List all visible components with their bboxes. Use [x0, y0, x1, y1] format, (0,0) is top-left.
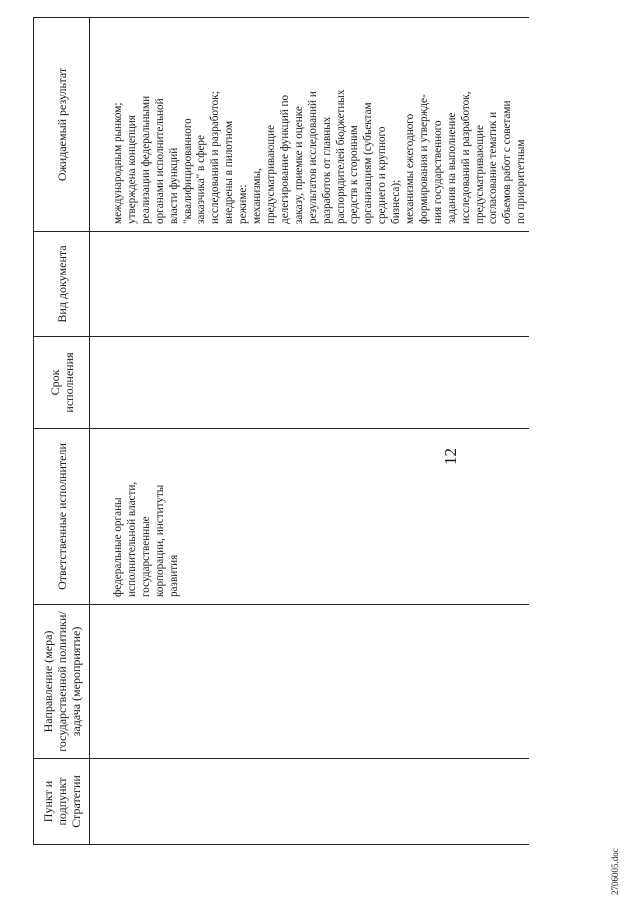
- document-footer-code: 2706005.doc: [610, 848, 620, 895]
- strategy-table: [33, 17, 529, 845]
- page-number: 12: [441, 448, 460, 465]
- header-point: Пункт и подпункт Стратегии: [34, 759, 90, 845]
- cell-direction: [90, 605, 530, 759]
- cell-point: [90, 759, 530, 845]
- header-result: Ожидаемый результат: [34, 18, 90, 232]
- cell-result: международным рынком; утверждена концепция реализации федеральными органами исполнительной власти функций "квалифицированного заказчика" в сфере исследований и разработок; внедрены в пилотном режиме: механизмы, предусматривающие делегирование функций по заказу, приемке и оценке результатов исследований и разработок от главных распорядителей бюджетных средств к сторонним организациям (субъектам среднего и крупного бизнеса); механизмы ежегодного формирования и утвержде- ния государственного задания на выполнение исследований и разработок, предусматривающие согласование тематик и объемов работ с советами по приоритетным: [90, 18, 530, 232]
- header-executors: Ответственные исполнители: [34, 429, 90, 605]
- header-direction: Направление (мера) государственной политики/ задача (мероприятие): [34, 605, 90, 759]
- cell-doc-type: [90, 232, 530, 337]
- cell-executors: федеральные органы исполнительной власти, государственные корпорации, институты развития: [90, 429, 530, 605]
- table-header-row: [34, 18, 90, 845]
- cell-deadline: [90, 337, 530, 429]
- header-deadline: Срок исполнения: [34, 337, 90, 429]
- header-doc-type: Вид документа: [34, 232, 90, 337]
- table-row: [90, 18, 530, 845]
